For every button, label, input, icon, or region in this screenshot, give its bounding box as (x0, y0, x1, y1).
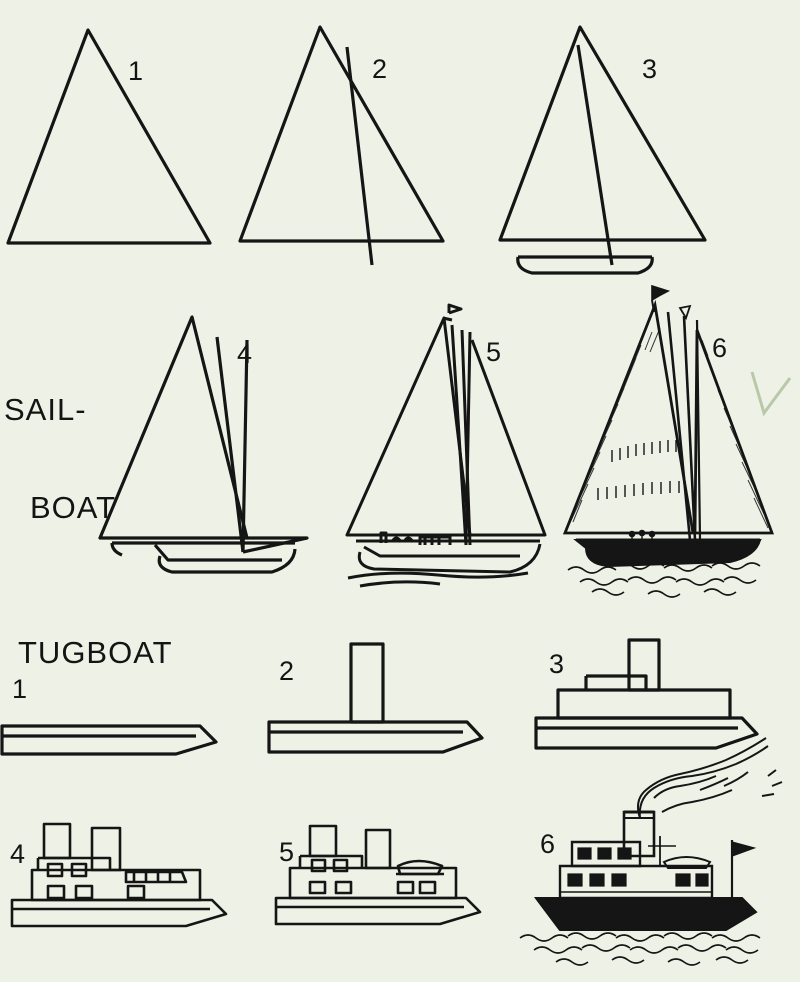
sailboat-step-2-drawing (240, 27, 443, 265)
tugboat-step-4-drawing (12, 824, 226, 926)
tugboat-step-2-number: 2 (279, 656, 295, 686)
tugboat-step-6-number: 6 (540, 829, 556, 859)
stray-pencil-mark (752, 372, 790, 413)
sailboat-section-title (4, 329, 116, 589)
sailboat-step-4-drawing (100, 317, 307, 572)
tugboat-step-1-number: 1 (12, 674, 28, 704)
sailboat-step-5-drawing (347, 305, 545, 586)
sailboat-step-6-number: 6 (712, 333, 728, 363)
tugboat-step-3-number: 3 (549, 649, 565, 679)
sailboat-step-1-drawing (8, 30, 210, 243)
sailboat-title-line-2: BOAT (30, 489, 117, 525)
tugboat-step-4-number: 4 (10, 839, 26, 869)
sailboat-title-line-1: SAIL- (4, 392, 87, 428)
tugboat-step-5-number: 5 (279, 837, 295, 867)
tugboat-step-2-drawing (269, 644, 482, 752)
tugboat-step-6-drawing (520, 738, 782, 965)
sailboat-step-5-number: 5 (486, 337, 502, 367)
sailboat-step-2-number: 2 (372, 54, 388, 84)
tugboat-step-5-drawing (276, 826, 480, 924)
sailboat-step-3-number: 3 (642, 54, 658, 84)
sailboat-step-4-number: 4 (237, 339, 253, 369)
tugboat-step-1-drawing (2, 726, 216, 754)
tugboat-step-3-drawing (536, 640, 757, 748)
sailboat-step-3-drawing (500, 27, 705, 273)
sailboat-step-1-number: 1 (128, 56, 144, 86)
tugboat-section-title: TUGBOAT (18, 635, 173, 670)
sailboat-step-6-drawing (565, 286, 772, 597)
